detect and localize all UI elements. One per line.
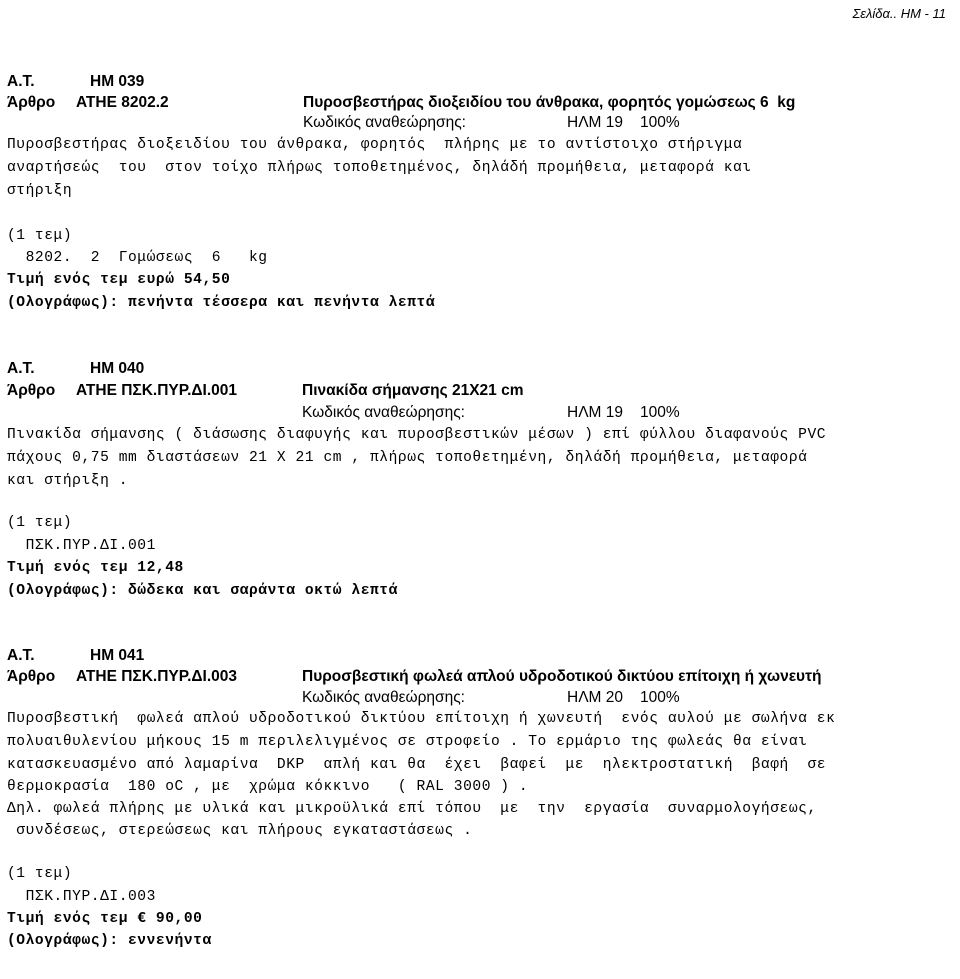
unit-price: Τιμή ενός τεμ € 90,00 <box>7 911 203 927</box>
item-code: ΗΜ 040 <box>90 360 145 377</box>
unit-price: Τιμή ενός τεμ 12,48 <box>7 560 184 576</box>
item-arthro-label: Άρθρο <box>7 382 56 399</box>
description-line: Πυροσβεστική φωλεά απλού υδροδοτικού δικτύου επίτοιχη ή χωνευτή ενός αυλού με σωλήνα εκ <box>7 711 836 727</box>
price-in-words: (Ολογράφως): εννενήντα <box>7 933 212 949</box>
page-number-header: Σελίδα.. ΗΜ - 11 <box>852 6 946 21</box>
item-title: Πυροσβεστήρας διοξειδίου του άνθρακα, φορητός γομώσεως 6 kg <box>303 94 796 111</box>
revision-percent: 100% <box>640 404 680 421</box>
revision-code: ΗΛΜ 20 <box>567 689 624 706</box>
item-arthro-code: ΑΤΗΕ ΠΣΚ.ΠΥΡ.ΔΙ.001 <box>76 382 238 399</box>
description-line: Πυροσβεστήρας διοξειδίου του άνθρακα, φορητός πλήρης με το αντίστοιχο στήριγμα <box>7 137 743 153</box>
reference-code: ΠΣΚ.ΠΥΡ.ΔΙ.003 <box>7 889 156 905</box>
price-in-words: (Ολογράφως): δώδεκα και σαράντα οκτώ λεπτά <box>7 583 398 599</box>
item-at-label: Α.Τ. <box>7 647 35 664</box>
description-line: πάχους 0,75 mm διαστάσεων 21 Χ 21 cm , πλήρως τοποθετημένη, δηλάδή προμήθεια, μεταφορά <box>7 450 808 466</box>
item-at-label: Α.Τ. <box>7 360 35 377</box>
unit-label: (1 τεμ) <box>7 228 73 244</box>
description-line: Πινακίδα σήμανσης ( διάσωσης διαφυγής και πυροσβεστικών μέσων ) επί φύλλου διαφανούς PVC <box>7 427 827 443</box>
revision-code: ΗΛΜ 19 <box>567 114 624 131</box>
description-line: στήριξη <box>7 183 73 199</box>
description-line: κατασκευασμένο από λαμαρίνα DKP απλή και θα έχει βαφεί με ηλεκτροστατική βαφή σε <box>7 757 827 773</box>
reference-code: 8202. 2 Γομώσεως 6 kg <box>7 250 268 266</box>
revision-label: Κωδικός αναθεώρησης: <box>303 114 466 131</box>
revision-percent: 100% <box>640 114 680 131</box>
description-line: πολυαιθυλενίου μήκους 15 m περιλελιγμένος σε στροφείο . Το ερμάριο της φωλεάς θα είναι <box>7 734 808 750</box>
unit-label: (1 τεμ) <box>7 515 73 531</box>
item-code: ΗΜ 039 <box>90 73 145 90</box>
description-line: και στήριξη . <box>7 473 128 489</box>
revision-label: Κωδικός αναθεώρησης: <box>302 689 465 706</box>
item-title: Πινακίδα σήμανσης 21Χ21 cm <box>302 382 524 399</box>
item-arthro-label: Άρθρο <box>7 94 56 111</box>
price-in-words: (Ολογράφως): πενήντα τέσσερα και πενήντα λεπτά <box>7 295 436 311</box>
unit-price: Τιμή ενός τεμ ευρώ 54,50 <box>7 272 231 288</box>
unit-label: (1 τεμ) <box>7 866 73 882</box>
description-line: αναρτήσεώς του στον τοίχο πλήρως τοποθετημένος, δηλάδή προμήθεια, μεταφορά και <box>7 160 752 176</box>
item-arthro-code: ΑΤΗΕ 8202.2 <box>76 94 169 111</box>
description-line: θερμοκρασία 180 oC , με χρώμα κόκκινο ( RAL 3000 ) . <box>7 779 529 795</box>
description-line: συνδέσεως, στερεώσεως και πλήρους εγκαταστάσεως . <box>7 823 473 839</box>
item-title: Πυροσβεστική φωλεά απλού υδροδοτικού δικτύου επίτοιχη ή χωνευτή <box>302 668 822 685</box>
revision-code: ΗΛΜ 19 <box>567 404 624 421</box>
revision-percent: 100% <box>640 689 680 706</box>
description-line: Δηλ. φωλεά πλήρης με υλικά και μικροϋλικά επί τόπου με την εργασία συναρμολογήσεως, <box>7 801 817 817</box>
item-at-label: Α.Τ. <box>7 73 35 90</box>
revision-label: Κωδικός αναθεώρησης: <box>302 404 465 421</box>
item-arthro-code: ΑΤΗΕ ΠΣΚ.ΠΥΡ.ΔΙ.003 <box>76 668 238 685</box>
item-code: ΗΜ 041 <box>90 647 145 664</box>
reference-code: ΠΣΚ.ΠΥΡ.ΔΙ.001 <box>7 538 156 554</box>
item-arthro-label: Άρθρο <box>7 668 56 685</box>
